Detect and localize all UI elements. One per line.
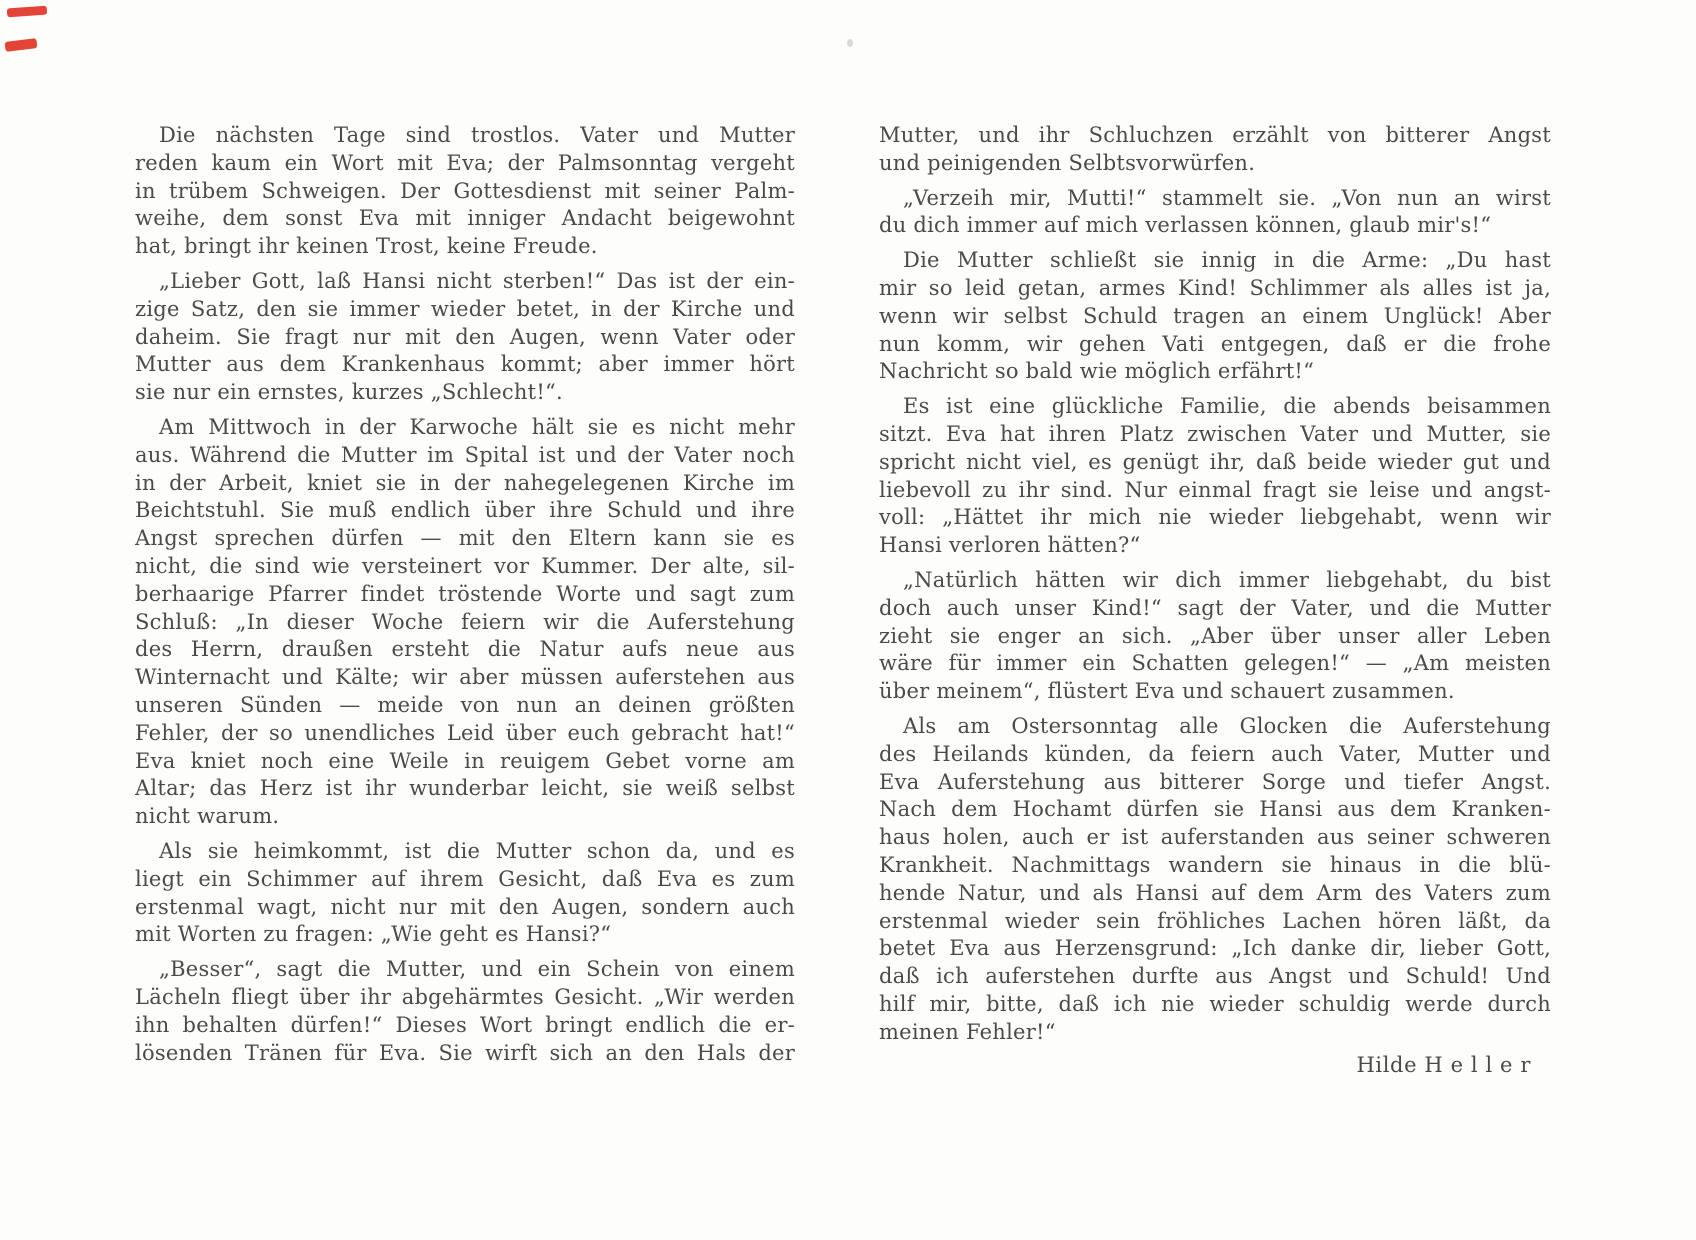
text-line: berhaarige Pfarrer findet tröstende Worte und sagt zum [135,581,795,606]
paragraph [135,956,795,1067]
text-line: betet Eva aus Herzensgrund: „Ich danke dir, lieber Gott, [879,936,1551,961]
text-line: in trübem Schweigen. Der Gottesdienst mit seiner Palm- [135,178,795,203]
paragraph [135,838,795,949]
text-line: Es ist eine glückliche Familie, die abends beisammen [903,394,1551,419]
text-line: daß ich auferstehen durfte aus Angst und Schuld! Und [879,964,1551,989]
paragraph [879,247,1551,386]
paragraph [879,185,1551,241]
text-line: zieht sie enger an sich. „Aber über unser aller Leben [879,623,1551,648]
text-line: doch auch unser Kind!“ sagt der Vater, und die Mutter [879,595,1551,620]
text-line: und peinigenden Selbtsvorwürfen. [879,150,1256,175]
text-line: des Herrn, draußen ersteht die Natur aufs neue aus [135,637,795,662]
paragraph [135,268,795,407]
text-line: Am Mittwoch in der Karwoche hält sie es nicht mehr [159,414,795,439]
text-line: in der Arbeit, kniet sie in der nahegelegenen Kirche im [135,470,795,495]
text-line: Mutter aus dem Krankenhaus kommt; aber immer hört [135,352,795,377]
text-line: sie nur ein ernstes, kurzes „Schlecht!“. [135,380,563,405]
text-line: Fehler, der so unendliches Leid über euch gebracht hat!“ [135,720,795,745]
text-column-left [135,122,795,1067]
paragraph [879,122,1551,178]
text-line: Schluß: „In dieser Woche feiern wir die Auferstehung [135,609,795,634]
text-line: Mutter, und ihr Schluchzen erzählt von bitterer Angst [879,123,1551,147]
text-line: sitzt. Eva hat ihren Platz zwischen Vater und Mutter, sie [879,421,1551,446]
text-line: mit Worten zu fragen: „Wie geht es Hansi?“ [135,922,612,947]
text-line: hilf mir, bitte, daß ich nie wieder schuldig werde durch [879,991,1551,1016]
text-line: wenn wir selbst Schuld tragen an einem Unglück! Aber [879,303,1551,328]
paragraph [879,567,1551,706]
text-line: unseren Sünden — meide von nun an deinen größten [135,692,795,717]
text-line: spricht nicht viel, es genügt ihr, daß beide wieder gut und [879,449,1551,474]
text-line: Die Mutter schließt sie innig in die Arme: „Du hast [903,248,1551,273]
text-line: reden kaum ein Wort mit Eva; der Palmsonntag vergeht [135,150,795,175]
text-line: zige Satz, den sie immer wieder betet, in der Kirche und [135,296,795,321]
text-line: Nach dem Hochamt dürfen sie Hansi aus dem Kranken- [879,797,1551,822]
text-line: mir so leid getan, armes Kind! Schlimmer als alles ist ja, [879,275,1551,300]
text-line: nicht, die sind wie versteinert vor Kummer. Der alte, sil- [135,553,795,578]
text-line: Als sie heimkommt, ist die Mutter schon da, und es [159,838,795,863]
text-line: liebevoll zu ihr sind. Nur einmal fragt sie leise und angst- [879,477,1551,502]
text-line: lösenden Tränen für Eva. Sie wirft sich an den Hals der [135,1040,795,1065]
text-line: Krankheit. Nachmittags wandern sie hinaus in die blü- [879,852,1551,877]
text-line: erstenmal wagt, nicht nur mit den Augen, sondern auch [135,894,795,919]
text-line: hende Natur, und als Hansi auf dem Arm des Vaters zum [879,880,1551,905]
text-line: des Heilands künden, da feiern auch Vater, Mutter und [879,741,1551,766]
author-signature: Hilde H e l l e r [1356,1052,1531,1077]
text-line: aus. Während die Mutter im Spital ist und der Vater noch [135,442,795,467]
red-pen-mark [7,6,48,18]
text-line: Altar; das Herz ist ihr wunderbar leicht, sie weiß selbst [135,776,795,801]
scan-speck [847,39,853,47]
text-line: Eva Auferstehung aus bitterer Sorge und tiefer Angst. [879,769,1551,794]
text-line: Nachricht so bald wie möglich erfährt!“ [879,359,1315,384]
text-line: Beichtstuhl. Sie muß endlich über ihre Schuld und ihre [135,498,795,523]
text-line: erstenmal wieder sein fröhliches Lachen hören läßt, da [879,908,1551,933]
text-line: nicht warum. [135,804,280,829]
text-line: über meinem“, flüstert Eva und schauert zusammen. [879,679,1455,704]
text-line: Lächeln fliegt über ihr abgehärmtes Gesicht. „Wir werden [135,984,795,1009]
text-line: weihe, dem sonst Eva mit inniger Andacht beigewohnt [135,206,795,231]
text-line: meinen Fehler!“ [879,1019,1056,1044]
paragraph [879,393,1551,560]
text-line: Angst sprechen dürfen — mit den Eltern kann sie es [135,526,795,551]
text-line: „Natürlich hätten wir dich immer liebgehabt, du bist [903,567,1551,592]
text-line: „Verzeih mir, Mutti!“ stammelt sie. „Von nun an wirst [903,185,1551,210]
text-line: „Besser“, sagt die Mutter, und ein Schein von einem [159,957,795,982]
text-line: Als am Ostersonntag alle Glocken die Auferstehung [903,713,1551,738]
text-line: ihn behalten dürfen!“ Dieses Wort bringt endlich die er- [135,1012,795,1037]
text-column-right [879,122,1551,1079]
text-line: Eva kniet noch eine Weile in reuigem Gebet vorne am [135,748,795,773]
text-line: daheim. Sie fragt nur mit den Augen, wenn Vater oder [135,324,795,349]
red-pen-mark [5,38,38,52]
text-line: nun komm, wir gehen Vati entgegen, daß er die frohe [879,331,1551,356]
text-line: voll: „Hättet ihr mich nie wieder liebgehabt, wenn wir [879,505,1551,530]
paragraph [135,414,795,831]
text-line: Hansi verloren hätten?“ [879,533,1141,558]
text-line: du dich immer auf mich verlassen können, glaub mir's!“ [879,213,1492,238]
paragraph [879,713,1551,1047]
text-line: Die nächsten Tage sind trostlos. Vater und Mutter [159,123,795,147]
text-line: haus holen, auch er ist auferstanden aus seiner schweren [879,825,1551,850]
text-line: hat, bringt ihr keinen Trost, keine Freude. [135,234,598,259]
text-line: liegt ein Schimmer auf ihrem Gesicht, daß Eva es zum [135,866,795,891]
paragraph [135,122,795,261]
text-line: wäre für immer ein Schatten gelegen!“ — „Am meisten [879,651,1551,676]
text-line: Winternacht und Kälte; wir aber müssen auferstehen aus [135,665,795,690]
text-line: „Lieber Gott, laß Hansi nicht sterben!“ Das ist der ein- [159,268,795,293]
